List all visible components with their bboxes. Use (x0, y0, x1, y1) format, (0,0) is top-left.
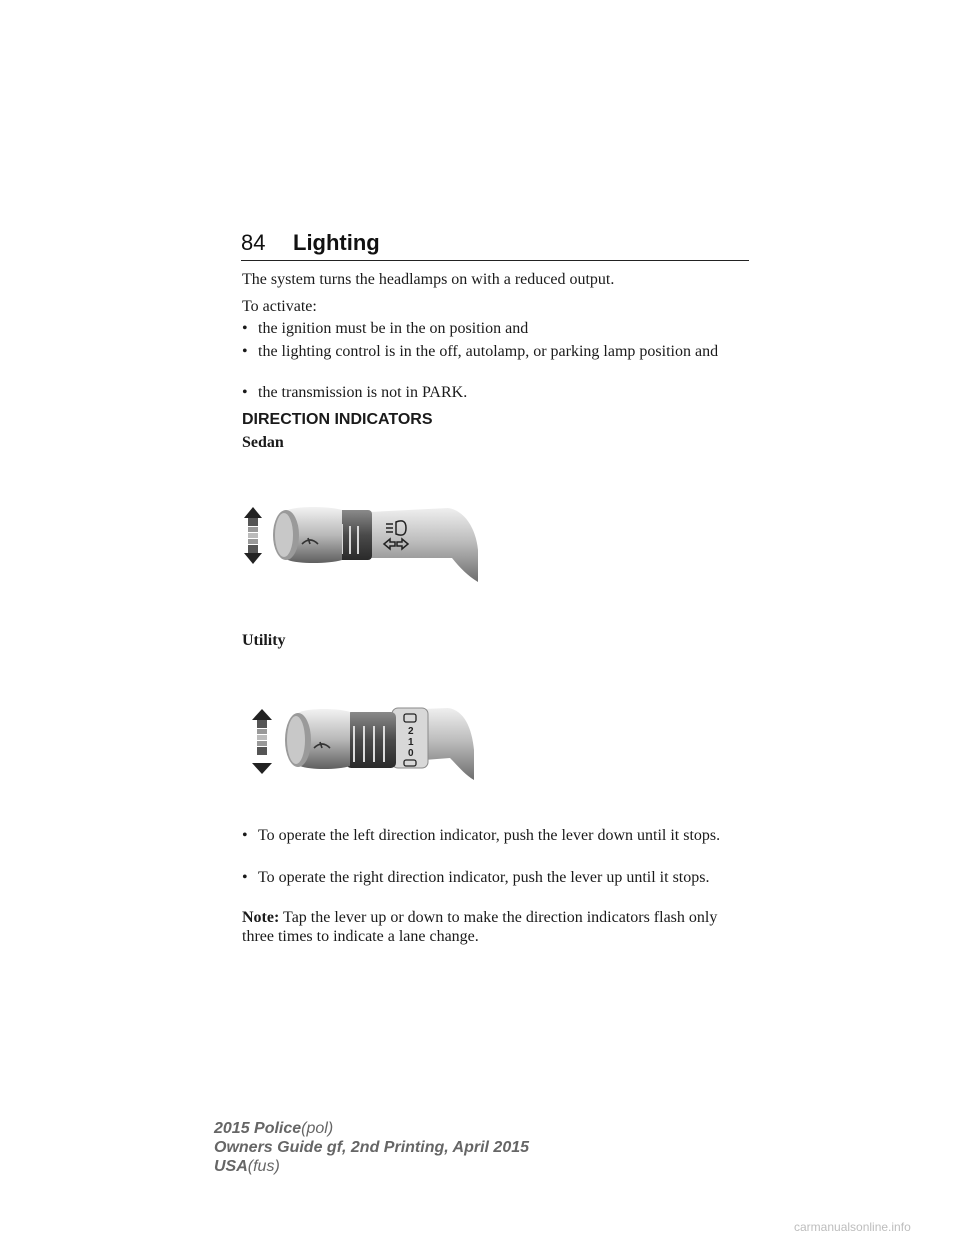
note-paragraph (242, 908, 742, 946)
wiper-speed-label: 1 (408, 737, 414, 748)
wiper-speed-label: 0 (408, 748, 414, 759)
watermark: carmanualsonline.info (794, 1220, 911, 1234)
footer-market-code: (fus) (247, 1158, 280, 1175)
bullet-dot: • (242, 827, 248, 844)
footer-code: (pol) (301, 1120, 334, 1137)
wiper-speed-label: 2 (408, 726, 414, 737)
page-header (241, 228, 749, 261)
bullet-text: To operate the left direction indicator, push the lever down until it stops. (258, 827, 721, 844)
bullet-dot: • (242, 869, 248, 886)
bullet-text: To operate the right direction indicator, push the lever up until it stops. (258, 869, 710, 886)
page-number: 84 (241, 230, 266, 255)
note-text: Tap the lever up or down to make the direction indicators flash only three times to indicate a lane change. (242, 909, 718, 945)
sedan-heading: Sedan (242, 434, 284, 451)
bullet-dot: • (242, 343, 248, 360)
bullet-dot: • (242, 320, 248, 337)
sedan-lever-illustration (238, 498, 482, 584)
utility-heading: Utility (242, 632, 286, 649)
footer-market: USA (214, 1158, 248, 1175)
note-label: Note: (242, 909, 280, 926)
bullet-text: the ignition must be in the on position and (258, 320, 529, 337)
footer-guide: Owners Guide gf, 2nd Printing, April 2015 (214, 1139, 530, 1156)
footer-line (214, 1157, 529, 1176)
utility-lever-illustration (238, 700, 482, 786)
activate-label: To activate: (242, 298, 317, 315)
bullet-dot: • (242, 384, 248, 401)
footer-model: 2015 Police (214, 1120, 302, 1137)
footer-line (214, 1119, 529, 1138)
footer-line (214, 1138, 529, 1157)
section-title: Lighting (293, 230, 380, 255)
bullet-text: the transmission is not in PARK. (258, 384, 468, 401)
bullet-text: the lighting control is in the off, autolamp, or parking lamp position and (258, 343, 719, 360)
up-down-arrow-icon (244, 507, 262, 564)
up-down-arrow-icon (252, 709, 272, 774)
intro-paragraph: The system turns the headlamps on with a reduced output. (242, 271, 615, 288)
page-footer (214, 1119, 529, 1176)
section-heading: DIRECTION INDICATORS (242, 411, 433, 428)
